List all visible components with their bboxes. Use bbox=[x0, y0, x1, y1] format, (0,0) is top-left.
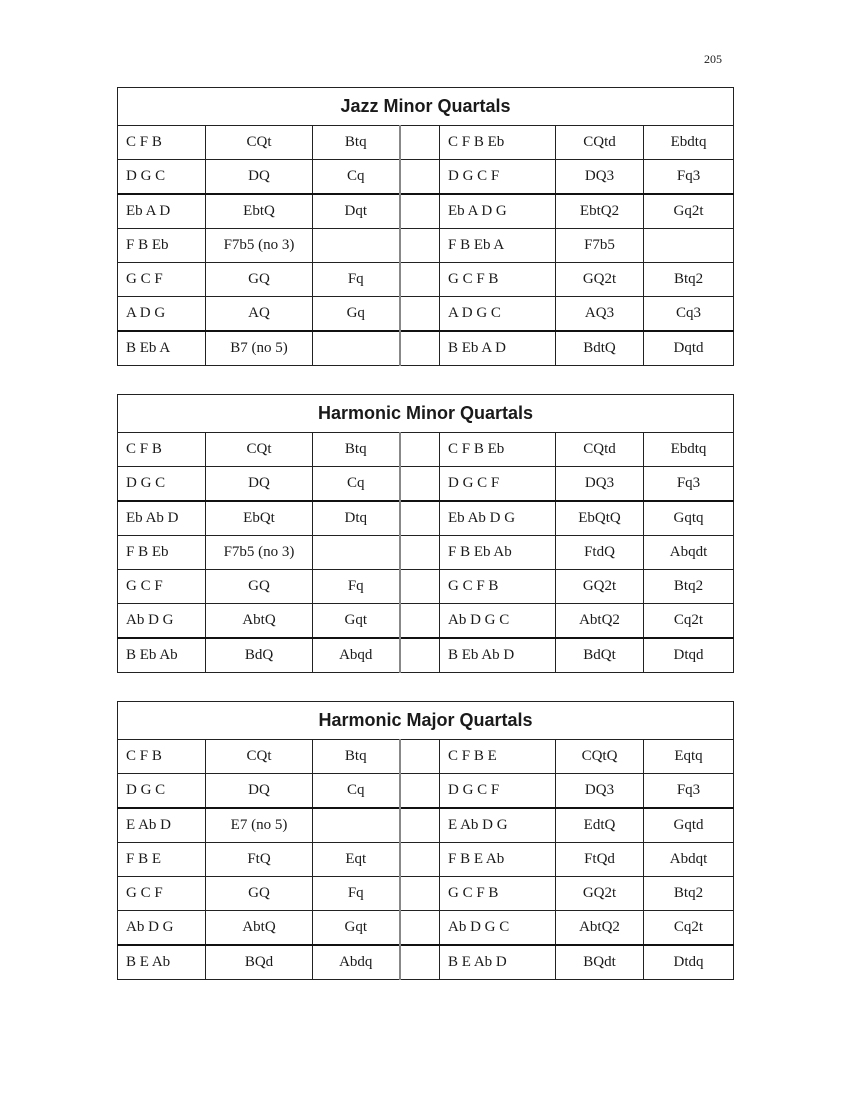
chord-name-cell: EbQtQ bbox=[556, 501, 644, 536]
chord-notes-cell: B E Ab bbox=[118, 945, 206, 980]
table-title-row bbox=[118, 88, 734, 126]
chord-notes-cell: B Eb Ab bbox=[118, 638, 206, 673]
chord-alt-cell bbox=[313, 808, 400, 843]
chord-notes-cell: D G C F bbox=[440, 467, 556, 502]
chord-alt-cell: Eqt bbox=[313, 843, 400, 877]
chord-notes-cell: B Eb A bbox=[118, 331, 206, 366]
chord-alt-cell: Dtq bbox=[313, 501, 400, 536]
table-row bbox=[118, 126, 734, 160]
table-row bbox=[118, 604, 734, 639]
chord-alt-cell bbox=[644, 229, 734, 263]
chord-notes-cell: C F B bbox=[118, 433, 206, 467]
chord-name-cell: DQ bbox=[206, 774, 313, 809]
chord-name-cell: AbtQ2 bbox=[556, 911, 644, 946]
chord-name-cell: BdQ bbox=[206, 638, 313, 673]
table-row bbox=[118, 501, 734, 536]
chord-alt-cell: Fq bbox=[313, 263, 400, 297]
chord-alt-cell: Btq bbox=[313, 126, 400, 160]
chord-notes-cell: C F B bbox=[118, 126, 206, 160]
chord-notes-cell: F B Eb bbox=[118, 229, 206, 263]
chord-notes-cell: Eb Ab D G bbox=[440, 501, 556, 536]
table-title-row bbox=[118, 395, 734, 433]
chord-name-cell: B7 (no 5) bbox=[206, 331, 313, 366]
gap-cell bbox=[400, 774, 440, 809]
table-row bbox=[118, 467, 734, 502]
gap-cell bbox=[400, 501, 440, 536]
gap-cell bbox=[400, 160, 440, 195]
chord-name-cell: CQt bbox=[206, 740, 313, 774]
gap-cell bbox=[400, 945, 440, 980]
chord-alt-cell: Fq3 bbox=[644, 467, 734, 502]
chord-notes-cell: Eb A D G bbox=[440, 194, 556, 229]
chord-name-cell: BdtQ bbox=[556, 331, 644, 366]
chord-alt-cell: Fq3 bbox=[644, 160, 734, 195]
chord-notes-cell: C F B bbox=[118, 740, 206, 774]
chord-name-cell: DQ3 bbox=[556, 467, 644, 502]
table-row bbox=[118, 740, 734, 774]
chord-notes-cell: D G C bbox=[118, 160, 206, 195]
table-row bbox=[118, 570, 734, 604]
chord-alt-cell: Cq2t bbox=[644, 911, 734, 946]
chord-name-cell: EbQt bbox=[206, 501, 313, 536]
table-row bbox=[118, 263, 734, 297]
table-row bbox=[118, 229, 734, 263]
gap-cell bbox=[400, 570, 440, 604]
chord-name-cell: GQ2t bbox=[556, 570, 644, 604]
chord-name-cell: DQ bbox=[206, 467, 313, 502]
gap-cell bbox=[400, 194, 440, 229]
chord-name-cell: DQ3 bbox=[556, 160, 644, 195]
table-title-row bbox=[118, 702, 734, 740]
chord-notes-cell: F B Eb bbox=[118, 536, 206, 570]
chord-notes-cell: G C F bbox=[118, 877, 206, 911]
chord-alt-cell: Gq2t bbox=[644, 194, 734, 229]
chord-notes-cell: Eb Ab D bbox=[118, 501, 206, 536]
gap-cell bbox=[400, 843, 440, 877]
chord-notes-cell: Ab D G bbox=[118, 604, 206, 639]
gap-cell bbox=[400, 467, 440, 502]
gap-cell bbox=[400, 229, 440, 263]
chord-alt-cell: Gqt bbox=[313, 604, 400, 639]
chord-notes-cell: F B E Ab bbox=[440, 843, 556, 877]
gap-cell bbox=[400, 638, 440, 673]
gap-cell bbox=[400, 536, 440, 570]
chord-alt-cell: Cq3 bbox=[644, 297, 734, 332]
table-title: Harmonic Minor Quartals bbox=[118, 395, 734, 433]
chord-name-cell: GQ bbox=[206, 263, 313, 297]
chord-alt-cell: Fq3 bbox=[644, 774, 734, 809]
chord-alt-cell: Btq2 bbox=[644, 263, 734, 297]
chord-alt-cell: Ebdtq bbox=[644, 433, 734, 467]
chord-name-cell: GQ bbox=[206, 570, 313, 604]
chord-notes-cell: E Ab D G bbox=[440, 808, 556, 843]
chord-name-cell: BdQt bbox=[556, 638, 644, 673]
chord-notes-cell: A D G C bbox=[440, 297, 556, 332]
chord-notes-cell: B Eb A D bbox=[440, 331, 556, 366]
chord-notes-cell: F B Eb Ab bbox=[440, 536, 556, 570]
chord-alt-cell: Gqt bbox=[313, 911, 400, 946]
chord-alt-cell bbox=[313, 536, 400, 570]
chord-notes-cell: D G C bbox=[118, 774, 206, 809]
gap-cell bbox=[400, 126, 440, 160]
chord-alt-cell: Dqt bbox=[313, 194, 400, 229]
gap-cell bbox=[400, 808, 440, 843]
chord-name-cell: F7b5 bbox=[556, 229, 644, 263]
chord-name-cell: AQ3 bbox=[556, 297, 644, 332]
chord-name-cell: E7 (no 5) bbox=[206, 808, 313, 843]
chord-name-cell: AbtQ bbox=[206, 604, 313, 639]
table-title: Harmonic Major Quartals bbox=[118, 702, 734, 740]
table-row bbox=[118, 194, 734, 229]
table-row bbox=[118, 638, 734, 673]
gap-cell bbox=[400, 331, 440, 366]
chord-notes-cell: G C F B bbox=[440, 570, 556, 604]
table-row bbox=[118, 331, 734, 366]
chord-alt-cell bbox=[313, 229, 400, 263]
chord-name-cell: GQ bbox=[206, 877, 313, 911]
gap-cell bbox=[400, 877, 440, 911]
gap-cell bbox=[400, 604, 440, 639]
jazz-minor-quartals-table bbox=[117, 87, 734, 366]
table-row bbox=[118, 911, 734, 946]
table-row bbox=[118, 877, 734, 911]
table-row bbox=[118, 945, 734, 980]
chord-alt-cell: Cq bbox=[313, 467, 400, 502]
chord-name-cell: CQt bbox=[206, 433, 313, 467]
table-row bbox=[118, 774, 734, 809]
chord-alt-cell: Gq bbox=[313, 297, 400, 332]
chord-name-cell: DQ3 bbox=[556, 774, 644, 809]
chord-alt-cell: Ebdtq bbox=[644, 126, 734, 160]
gap-cell bbox=[400, 740, 440, 774]
chord-alt-cell: Btq bbox=[313, 740, 400, 774]
chord-alt-cell: Cq bbox=[313, 774, 400, 809]
chord-alt-cell: Fq bbox=[313, 570, 400, 604]
chord-name-cell: DQ bbox=[206, 160, 313, 195]
chord-alt-cell: Dtdq bbox=[644, 945, 734, 980]
chord-notes-cell: A D G bbox=[118, 297, 206, 332]
gap-cell bbox=[400, 433, 440, 467]
page-number: 205 bbox=[704, 52, 722, 66]
table-row bbox=[118, 843, 734, 877]
chord-name-cell: GQ2t bbox=[556, 263, 644, 297]
chord-name-cell: FtQd bbox=[556, 843, 644, 877]
table-row bbox=[118, 433, 734, 467]
chord-name-cell: F7b5 (no 3) bbox=[206, 229, 313, 263]
chord-alt-cell: Btq bbox=[313, 433, 400, 467]
chord-alt-cell: Fq bbox=[313, 877, 400, 911]
chord-name-cell: CQtd bbox=[556, 433, 644, 467]
chord-alt-cell: Gqtd bbox=[644, 808, 734, 843]
chord-notes-cell: Ab D G C bbox=[440, 911, 556, 946]
chord-name-cell: EbtQ2 bbox=[556, 194, 644, 229]
chord-name-cell: CQt bbox=[206, 126, 313, 160]
table-row bbox=[118, 160, 734, 195]
chord-notes-cell: D G C F bbox=[440, 160, 556, 195]
chord-alt-cell: Eqtq bbox=[644, 740, 734, 774]
chord-notes-cell: Ab D G C bbox=[440, 604, 556, 639]
chord-alt-cell: Abdq bbox=[313, 945, 400, 980]
chord-alt-cell: Btq2 bbox=[644, 877, 734, 911]
chord-notes-cell: D G C bbox=[118, 467, 206, 502]
chord-name-cell: FtdQ bbox=[556, 536, 644, 570]
chord-name-cell: AbtQ bbox=[206, 911, 313, 946]
chord-name-cell: CQtQ bbox=[556, 740, 644, 774]
chord-name-cell: AbtQ2 bbox=[556, 604, 644, 639]
chord-notes-cell: G C F B bbox=[440, 263, 556, 297]
table-row bbox=[118, 297, 734, 332]
chord-alt-cell: Dtqd bbox=[644, 638, 734, 673]
chord-alt-cell: Abdqt bbox=[644, 843, 734, 877]
chord-name-cell: F7b5 (no 3) bbox=[206, 536, 313, 570]
chord-name-cell: EbtQ bbox=[206, 194, 313, 229]
chord-alt-cell: Gqtq bbox=[644, 501, 734, 536]
harmonic-major-quartals-table bbox=[117, 701, 734, 980]
chord-notes-cell: G C F bbox=[118, 263, 206, 297]
chord-notes-cell: B Eb Ab D bbox=[440, 638, 556, 673]
chord-name-cell: CQtd bbox=[556, 126, 644, 160]
chord-notes-cell: Ab D G bbox=[118, 911, 206, 946]
harmonic-minor-quartals-table bbox=[117, 394, 734, 673]
chord-notes-cell: C F B Eb bbox=[440, 433, 556, 467]
chord-notes-cell: F B Eb A bbox=[440, 229, 556, 263]
gap-cell bbox=[400, 263, 440, 297]
table-row bbox=[118, 808, 734, 843]
chord-notes-cell: C F B Eb bbox=[440, 126, 556, 160]
chord-alt-cell: Cq2t bbox=[644, 604, 734, 639]
chord-notes-cell: E Ab D bbox=[118, 808, 206, 843]
chord-name-cell: FtQ bbox=[206, 843, 313, 877]
chord-notes-cell: Eb A D bbox=[118, 194, 206, 229]
table-row bbox=[118, 536, 734, 570]
chord-notes-cell: G C F B bbox=[440, 877, 556, 911]
gap-cell bbox=[400, 297, 440, 332]
chord-name-cell: AQ bbox=[206, 297, 313, 332]
chord-name-cell: BQd bbox=[206, 945, 313, 980]
table-title: Jazz Minor Quartals bbox=[118, 88, 734, 126]
chord-notes-cell: F B E bbox=[118, 843, 206, 877]
chord-alt-cell: Cq bbox=[313, 160, 400, 195]
chord-alt-cell: Abqdt bbox=[644, 536, 734, 570]
chord-notes-cell: G C F bbox=[118, 570, 206, 604]
chord-name-cell: GQ2t bbox=[556, 877, 644, 911]
chord-alt-cell: Btq2 bbox=[644, 570, 734, 604]
chord-notes-cell: D G C F bbox=[440, 774, 556, 809]
chord-alt-cell bbox=[313, 331, 400, 366]
chord-alt-cell: Dqtd bbox=[644, 331, 734, 366]
chord-notes-cell: B E Ab D bbox=[440, 945, 556, 980]
chord-alt-cell: Abqd bbox=[313, 638, 400, 673]
chord-notes-cell: C F B E bbox=[440, 740, 556, 774]
gap-cell bbox=[400, 911, 440, 946]
chord-name-cell: BQdt bbox=[556, 945, 644, 980]
chord-name-cell: EdtQ bbox=[556, 808, 644, 843]
